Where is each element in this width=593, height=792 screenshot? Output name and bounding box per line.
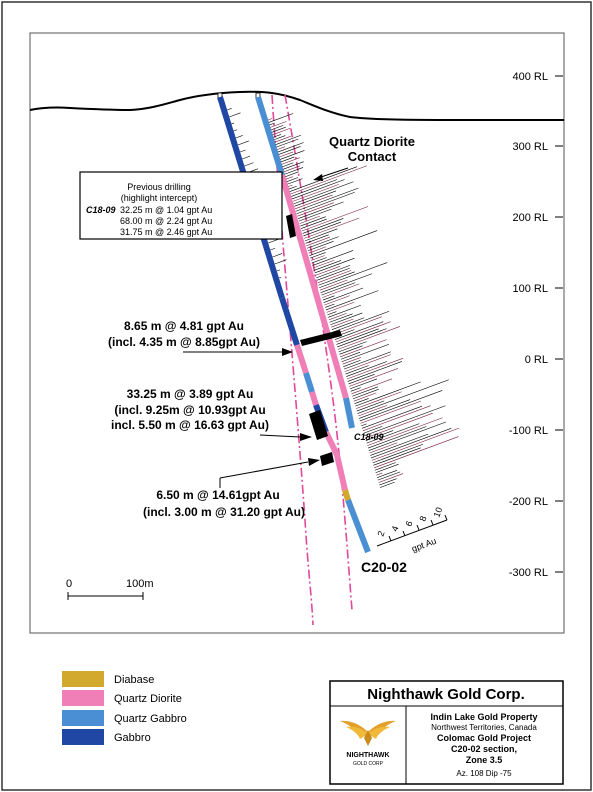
previous-drilling-hole: C18-09 [86, 205, 116, 215]
rl-label-400: 400 RL [512, 71, 548, 83]
topography-line [30, 92, 564, 120]
previous-intercept-2: 68.00 m @ 2.24 gpt Au [120, 216, 213, 226]
assay-bar [271, 125, 283, 130]
title-line-property: Indin Lake Gold Property [430, 712, 538, 722]
assay-bar [270, 248, 275, 250]
assay-bar [315, 266, 340, 275]
assay-bar [309, 231, 377, 256]
assay-bar [273, 253, 283, 257]
intercept-a-line1: 8.65 m @ 4.81 gpt Au [124, 319, 244, 333]
assay-bar [301, 219, 327, 228]
assay-bar [276, 135, 301, 144]
assay-bar [343, 360, 360, 366]
section-frame [30, 33, 564, 633]
assay-bar [342, 357, 360, 364]
assay-bar [244, 163, 253, 166]
assay-bar [297, 192, 355, 214]
hole-label-c20-02: C20-02 [361, 559, 407, 575]
intercept-b-line3: incl. 5.50 m @ 16.63 gpt Au) [111, 418, 269, 432]
assay-bar [278, 142, 304, 152]
previous-drilling-title: Previous drilling [127, 182, 191, 192]
assay-bar [357, 401, 384, 411]
assay-bar [294, 182, 354, 204]
contact-label-line1: Quartz Diorite [329, 134, 415, 149]
assay-bar [322, 284, 359, 298]
assay-bar [240, 150, 245, 152]
assay-bar [337, 329, 386, 347]
legend-label-quartz-gabbro: Quartz Gabbro [114, 713, 187, 725]
assay-bar [300, 217, 325, 226]
assay-bar [291, 166, 367, 194]
assay-bar [315, 258, 355, 273]
assay-bar [318, 272, 354, 285]
intercept-c-line2: (incl. 3.00 m @ 31.20 gpt Au) [143, 505, 305, 519]
drillhole-c18-09 [220, 97, 337, 455]
assay-bar [310, 252, 325, 258]
assay-bar [329, 313, 347, 320]
grade-tick-4: 4 [389, 524, 401, 533]
assay-bar [270, 121, 286, 127]
assay-bar [280, 150, 304, 159]
scale-bar-start: 0 [66, 578, 73, 590]
assay-bar [234, 130, 238, 131]
intercept-b-leader [260, 435, 300, 437]
assay-bar [373, 448, 420, 466]
assay-bar [327, 302, 354, 312]
assay-bar [353, 389, 379, 399]
assay-bar [379, 479, 396, 485]
assay-bar [285, 167, 304, 174]
rl-label-0: 0 RL [524, 354, 548, 366]
assay-bar [380, 482, 395, 487]
assay-bar [333, 311, 389, 332]
title-line-project: Colomac Gold Project [436, 733, 532, 743]
legend [62, 671, 187, 745]
assay-bar [293, 184, 339, 201]
rl-label-minus-300: -300 RL [508, 567, 548, 579]
grade-tick-2: 2 [375, 529, 387, 538]
drillhole-c20-02 [258, 97, 368, 552]
assay-bar [320, 280, 347, 290]
scale-bar [66, 578, 154, 600]
title-line-location: Northwest Territories, Canada [431, 723, 537, 732]
assay-bar [370, 443, 398, 453]
previous-drilling-subtitle: (highlight intercept) [120, 193, 198, 203]
intercept-c-arrow [308, 458, 320, 466]
assay-bar [236, 135, 243, 138]
contact-leader [318, 168, 348, 178]
rl-label-200: 200 RL [512, 212, 548, 224]
assay-bar [356, 392, 402, 409]
hole-label-c18-09: C18-09 [354, 432, 384, 442]
assay-bar [359, 400, 410, 419]
scale-bar-end: 100m [126, 578, 154, 590]
previous-drilling-box [80, 172, 282, 239]
rl-label-minus-100: -100 RL [508, 425, 548, 437]
previous-intercept-3: 31.75 m @ 2.46 gpt Au [120, 227, 213, 237]
assay-bar [361, 424, 366, 426]
assay-bar [297, 203, 333, 216]
previous-intercept-1: 32.25 m @ 1.04 gpt Au [120, 205, 213, 215]
assay-bar [231, 123, 234, 124]
assay-bar [362, 406, 422, 428]
intercept-b-line1: 33.25 m @ 3.89 gpt Au [126, 387, 254, 401]
assay-bar [358, 380, 449, 414]
intercept-c-leader [220, 462, 308, 478]
assay-bar [321, 274, 372, 293]
assay-bar [361, 401, 422, 423]
assay-bar [268, 119, 272, 120]
assay-bar [291, 180, 337, 197]
legend-swatch-gabbro [62, 729, 104, 745]
assay-bar [333, 317, 382, 335]
grade-tick-8: 8 [417, 514, 429, 523]
assay-bar [324, 288, 363, 303]
intercept-c-line1: 6.50 m @ 14.61gpt Au [156, 488, 280, 502]
assay-bar [229, 113, 240, 117]
legend-swatch-diabase [62, 671, 104, 687]
legend-label-quartz-diorite: Quartz Diorite [114, 693, 182, 705]
assay-bar [275, 260, 287, 264]
assay-bar [324, 296, 349, 305]
assay-bar [376, 473, 382, 475]
title-line-section: C20-02 section, [450, 744, 518, 754]
assay-bar [288, 185, 292, 186]
assay-bar [279, 277, 281, 278]
assay-bar [342, 344, 389, 361]
assay-bar [319, 263, 387, 288]
assay-bar [316, 265, 350, 278]
contact-arrow [313, 174, 323, 181]
assay-bar [318, 270, 352, 282]
assay-bar [281, 157, 295, 162]
title-line-zone: Zone 3.5 [465, 755, 503, 765]
grade-tick-10: 10 [431, 505, 445, 519]
title-line-azimuth: Az. 108 Dip -75 [456, 769, 512, 778]
assay-bar [340, 340, 386, 357]
assay-bar [355, 398, 369, 403]
assay-bar [238, 141, 249, 145]
company-name: Nighthawk Gold Corp. [367, 686, 525, 703]
rl-labels [509, 71, 548, 579]
assay-bar [347, 358, 403, 379]
assay-bar [277, 270, 280, 271]
contact-label-line2: Contact [347, 149, 397, 164]
assay-bar [285, 172, 298, 177]
logo-sub: GOLD CORP [352, 761, 384, 767]
assay-bar [373, 444, 423, 463]
assay-bar [312, 257, 327, 263]
logo-name: NIGHTHAWK [346, 752, 390, 759]
assay-bar [303, 222, 341, 236]
legend-label-gabbro: Gabbro [114, 732, 151, 744]
assay-bar [289, 186, 297, 189]
intercept-b-line2: (incl. 9.25m @ 10.93gpt Au [114, 403, 266, 417]
assay-bar [304, 218, 359, 238]
assay-bar [344, 352, 391, 369]
assay-bar [295, 195, 332, 209]
intercept-a-line2: (incl. 4.35 m @ 8.85gpt Au) [108, 335, 260, 349]
assay-bar [349, 374, 375, 384]
rl-label-100: 100 RL [512, 283, 548, 295]
assay-bar [349, 368, 398, 386]
assay-bar [350, 379, 377, 389]
rl-ticks [555, 76, 563, 572]
legend-swatch-quartz-gabbro [62, 710, 104, 726]
rl-label-300: 300 RL [512, 141, 548, 153]
assay-bar [227, 108, 232, 110]
assay-bar [363, 406, 431, 431]
assay-bar [279, 152, 293, 157]
assay-bar [379, 474, 403, 483]
assay-bar [298, 202, 343, 219]
assay-bar [277, 147, 285, 150]
assay-bar [336, 322, 391, 342]
assay-bar [314, 260, 341, 270]
legend-swatch-quartz-diorite [62, 690, 104, 706]
assay-bar [302, 207, 368, 231]
title-block [330, 681, 563, 784]
intercept-b-arrow [300, 433, 312, 441]
assay-bar [321, 283, 355, 296]
assay-bar [339, 342, 367, 352]
assay-bar [275, 136, 291, 142]
assay-bar [352, 387, 378, 396]
grade-scale [375, 506, 447, 554]
assay-bar [335, 322, 383, 340]
assay-bar [286, 177, 293, 180]
assay-bar [358, 405, 387, 416]
grade-tick-6: 6 [403, 519, 415, 528]
assay-bar [308, 241, 334, 250]
legend-label-diabase: Diabase [114, 674, 155, 686]
assay-bar [242, 156, 250, 159]
assay-bar [327, 312, 336, 315]
rl-label-minus-200: -200 RL [508, 496, 548, 508]
grade-unit: gpt Au [410, 535, 438, 554]
assay-bar [345, 355, 391, 372]
